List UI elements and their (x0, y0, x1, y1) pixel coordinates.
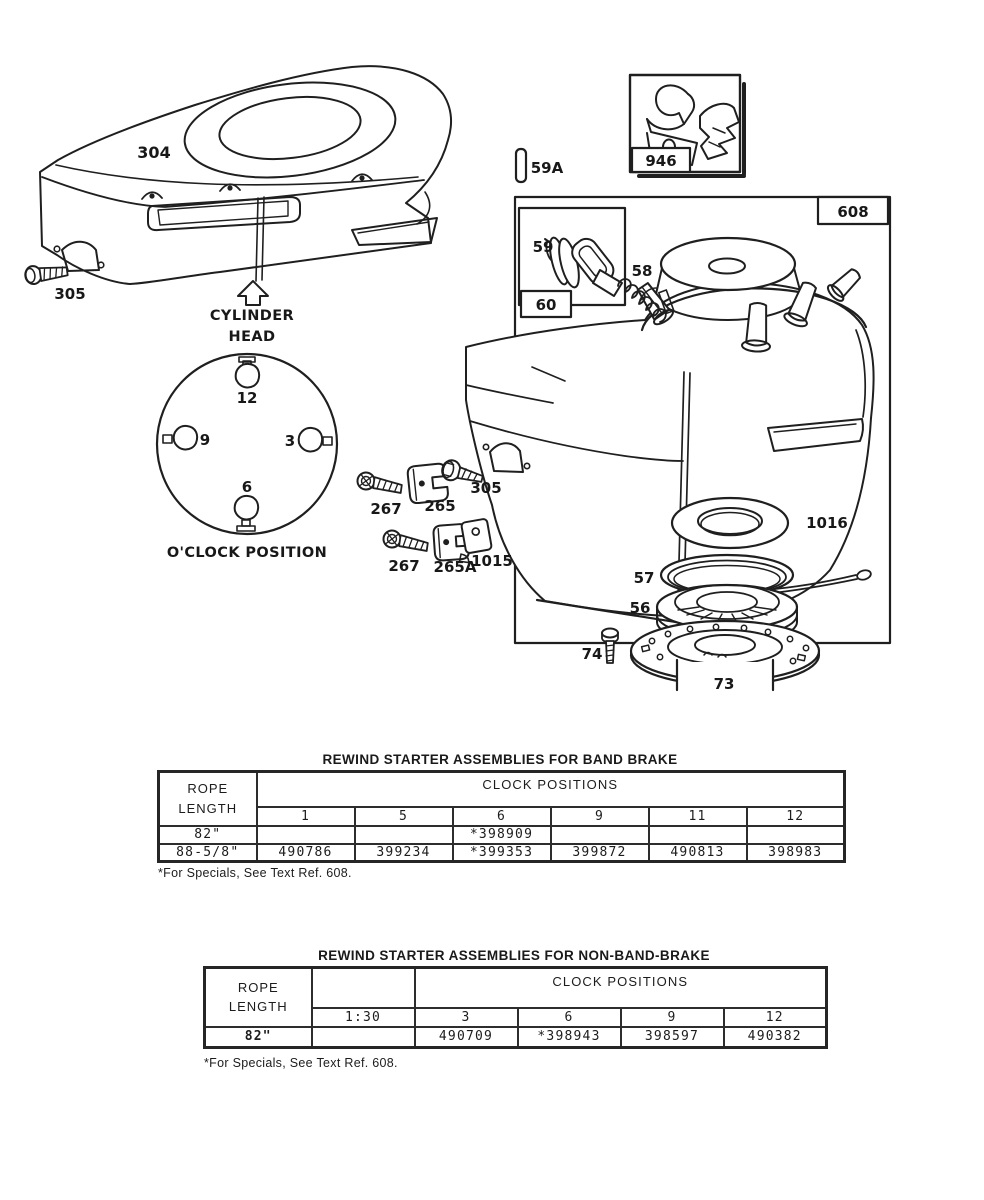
position-col-header: 6 (518, 1008, 621, 1027)
part-number-cell: 398597 (621, 1027, 724, 1048)
band-brake-table (157, 770, 846, 863)
rope-length-cell: 82" (205, 1027, 312, 1048)
svg-text:946: 946 (645, 152, 677, 170)
part-number-cell: *399353 (453, 844, 551, 862)
part-number-cell (312, 1027, 415, 1048)
blower-housing-304 (40, 66, 451, 284)
part-label-265a: 265A (433, 558, 477, 576)
clock-caption: O'CLOCK POSITION (166, 545, 328, 561)
svg-text:1016: 1016 (806, 514, 848, 532)
non-band-brake-footnote: *For Specials, See Text Ref. 608. (204, 1056, 398, 1070)
starter-clutch-base-73 (631, 621, 819, 694)
rope-header-line2: LENGTH (178, 800, 238, 816)
handle-6 (235, 496, 258, 531)
part-label-265: 265 (424, 497, 456, 515)
part-number-cell: 490382 (724, 1027, 827, 1048)
part-number-cell: 490709 (415, 1027, 518, 1048)
svg-text:6: 6 (241, 478, 253, 496)
position-col-header: 3 (415, 1008, 518, 1027)
part-number-cell: 399872 (551, 844, 649, 862)
blank-header-cell (312, 968, 415, 1008)
position-col-header: 6 (453, 807, 551, 826)
svg-text:9: 9 (199, 431, 211, 449)
svg-text:57: 57 (633, 569, 655, 587)
table-row (159, 844, 845, 862)
starter-handle-inset-box (519, 208, 625, 317)
position-col-header: 9 (621, 1008, 724, 1027)
rope-length-header (159, 772, 257, 826)
rope-length-header (205, 968, 312, 1027)
clock-position-diagram (157, 354, 337, 561)
cover-leg (825, 265, 864, 303)
svg-text:3: 3 (284, 432, 296, 450)
clock-positions-header: CLOCK POSITIONS (257, 772, 845, 807)
part-number-cell: 490813 (649, 844, 747, 862)
rope-header-line2: LENGTH (228, 999, 288, 1015)
svg-text:HEAD: HEAD (228, 329, 276, 345)
up-arrow-icon (238, 281, 268, 305)
part-label-267-bottom: 267 (388, 557, 420, 575)
position-col-header: 11 (649, 807, 747, 826)
svg-text:CYLINDER: CYLINDER (209, 308, 295, 324)
position-col-header: 12 (724, 1008, 827, 1027)
position-col-header: 1 (257, 807, 355, 826)
handle-12 (236, 357, 259, 388)
cylinder-head-callout (210, 281, 294, 345)
part-number-cell (649, 826, 747, 844)
part-number-cell (355, 826, 453, 844)
part-number-cell (257, 826, 355, 844)
svg-text:12: 12 (236, 389, 258, 407)
part-number-cell (747, 826, 845, 844)
screw-267-top (356, 471, 402, 494)
clock-positions-header: CLOCK POSITIONS (415, 968, 827, 1008)
non-band-brake-table (203, 966, 828, 1049)
box-608-label (818, 197, 888, 224)
svg-text:59: 59 (532, 238, 554, 256)
rope-header-line1: ROPE (187, 781, 229, 797)
part-number-cell (551, 826, 649, 844)
part-label-304: 304 (137, 143, 171, 162)
position-col-header: 5 (355, 807, 453, 826)
positions-row (159, 807, 845, 826)
part-number-cell: 398983 (747, 844, 845, 862)
part-59a (516, 149, 564, 182)
screw-267-bottom (382, 529, 428, 552)
svg-text:56: 56 (629, 599, 651, 617)
position-col-header: 1:30 (312, 1008, 415, 1027)
svg-text:59A: 59A (530, 159, 564, 177)
table-row (159, 826, 845, 844)
band-brake-table-title: REWIND STARTER ASSEMBLIES FOR BAND BRAKE (322, 752, 678, 767)
screw-74 (582, 629, 618, 664)
part-label-58: 58 (631, 262, 653, 280)
band-brake-footnote: *For Specials, See Text Ref. 608. (158, 866, 352, 880)
screw-305-top-left (24, 261, 68, 285)
svg-text:608: 608 (837, 203, 869, 221)
rope-header-line1: ROPE (237, 979, 279, 995)
part-label-305-top-left: 305 (54, 285, 86, 303)
svg-text:73: 73 (713, 675, 735, 693)
position-col-header: 9 (551, 807, 649, 826)
rope-length-cell: 88-5/8" (159, 844, 257, 862)
part-label-267-top: 267 (370, 500, 402, 518)
part-number-cell: 490786 (257, 844, 355, 862)
svg-text:60: 60 (535, 296, 557, 314)
part-number-cell: *398943 (518, 1027, 621, 1048)
part-number-cell: *398909 (453, 826, 551, 844)
svg-text:74: 74 (581, 645, 603, 663)
rope-length-cell: 82" (159, 826, 257, 844)
table-row (205, 1027, 827, 1048)
part-number-cell: 399234 (355, 844, 453, 862)
part-label-1015: 1015 (471, 552, 513, 570)
part-946-box (630, 75, 744, 176)
position-col-header: 12 (747, 807, 845, 826)
part-label-305-right: 305 (470, 479, 502, 497)
plate-1015 (461, 518, 492, 553)
non-band-brake-table-title: REWIND STARTER ASSEMBLIES FOR NON-BAND-BRAKE (318, 948, 710, 963)
